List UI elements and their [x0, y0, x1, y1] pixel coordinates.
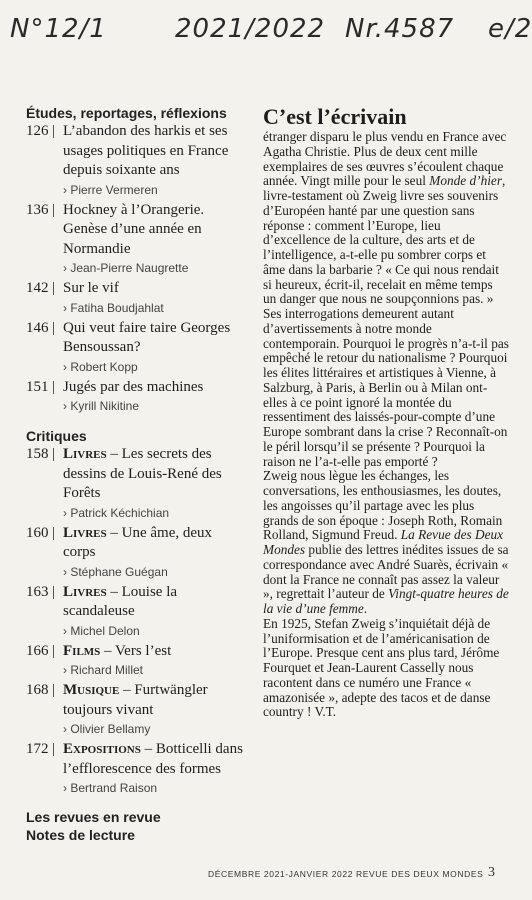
separator: |: [52, 583, 56, 600]
entry-title: – Une âme, deux corps: [63, 524, 213, 560]
entry-title: L’abandon des harkis et ses usages politiques en France depuis soixante ans: [63, 123, 229, 178]
entry-title: – Vers l’est: [100, 642, 172, 659]
toc-entry[interactable]: [26, 740, 246, 779]
stamp-years: 2021/2022: [175, 14, 326, 44]
entry-author: › Stéphane Guégan: [63, 564, 168, 579]
page-number: 163: [26, 583, 49, 600]
entry-title: – Furtwängler toujours vivant: [63, 682, 208, 718]
toc-entry[interactable]: [26, 445, 246, 504]
separator: |: [52, 741, 56, 757]
toc-entry[interactable]: [26, 583, 246, 622]
paragraph: Zweig nous lègue les échanges, les conversations, les enthousiasmes, les doutes, les angoisses qu’il partage avec les plus grands de son époque : Joseph Roth, Romain Rolland, Sigmund Freud. La Revue des Deux Mondes publie des lettres inédites issues de sa correspondance avec André Suarès, écrivain « dont la France ne connaît pas assez la valeur », regrettait l’auteur de Vingt-quatre heures de la vie d’une femme.: [263, 468, 509, 616]
separator: |: [52, 123, 56, 139]
entry-category: Musique: [63, 682, 120, 698]
heading-notes-de-lecture[interactable]: Notes de lecture: [26, 827, 135, 843]
entry-title: – Les secrets des dessins de Louis-René des Forêts: [63, 446, 222, 501]
entry-title: Qui veut faire taire Georges Bensoussan?: [63, 319, 231, 355]
entry-category: Livres: [63, 524, 107, 541]
separator: |: [52, 378, 56, 395]
entry-author: › Robert Kopp: [63, 359, 138, 374]
separator: |: [52, 201, 56, 218]
toc-entry[interactable]: [26, 201, 246, 260]
toc-entry[interactable]: [26, 642, 246, 662]
paragraph: En 1925, Stefan Zweig s’inquiétait déjà de l’uniformisation et de l’américanisation de l’Europe. Presque cent ans plus tard, Jérôme Fourquet et Jean-Laurent Casselly nous racontent dans ce numéro une France « amazonisée », adepte des tacos et de danse country ! V.T.: [263, 615, 500, 720]
toc-entry[interactable]: [26, 319, 246, 358]
entry-title: – Botticelli dans l’efflorescence des formes: [63, 741, 243, 777]
entry-author: › Michel Delon: [63, 623, 140, 638]
entry-author: › Kyrill Nikitine: [63, 399, 140, 413]
footer-issue: DÉCEMBRE 2021-JANVIER 2022 REVUE DES DEUX MONDES: [208, 869, 484, 879]
article-body: [263, 130, 509, 720]
stamp-part: e/2: [488, 14, 532, 44]
entry-title: – Louise la scandaleuse: [63, 583, 178, 619]
page-number: 151: [26, 378, 49, 395]
page-number: 172: [26, 741, 49, 757]
heading-revues-en-revue[interactable]: Les revues en revue: [26, 809, 161, 825]
section-heading-etudes: Études, reportages, réflexions: [26, 105, 227, 121]
page-number-footer: 3: [488, 865, 495, 880]
toc-entry[interactable]: [26, 279, 246, 299]
toc-entry[interactable]: [26, 524, 246, 563]
separator: |: [52, 280, 56, 296]
entry-author: › Fatiha Boudjahlat: [63, 300, 164, 315]
page-number: 126: [26, 123, 49, 139]
separator: |: [52, 524, 56, 541]
entry-author: › Jean-Pierre Naugrette: [63, 261, 189, 275]
entry-author: › Bertrand Raison: [63, 781, 158, 795]
entry-author: › Richard Millet: [63, 663, 144, 677]
separator: |: [52, 319, 56, 336]
entry-author: › Olivier Bellamy: [63, 722, 151, 736]
toc-entry[interactable]: [26, 378, 246, 398]
entry-category: Livres: [63, 583, 107, 600]
separator: |: [52, 642, 56, 659]
page-footer: [208, 865, 495, 880]
entry-title: Hockney à l’Orangerie. Genèse d’une année en Normandie: [63, 201, 205, 257]
page-number: 160: [26, 524, 49, 541]
toc-entry[interactable]: [26, 122, 246, 181]
toc-entry[interactable]: [26, 681, 246, 720]
separator: |: [52, 682, 56, 698]
entry-title: Sur le vif: [63, 280, 119, 296]
entry-title: Jugés par des machines: [63, 378, 204, 395]
entry-category: Livres: [63, 446, 107, 462]
page-number: 136: [26, 201, 49, 218]
stamp-number: Nr.4587: [345, 14, 455, 44]
table-of-contents: [26, 104, 246, 844]
paragraph: étranger disparu le plus vendu en France avec Agatha Christie. Plus de deux cent mille exemplaires de ses œuvres s’écoulent chaque année. Vingt mille pour le seul Monde d’hier, livre-testament où Zweig livre ses souvenirs d’Européen hanté par une question sans réponse : comment l’Europe, lieu d’excellence de la culture, des arts et de l’intelligence, a-t-elle pu sombrer corps et âme dans la barbarie ? « Ce qui nous rendait si heureux, écrit-il, recelait en même temps un danger que nous ne soupçonnions pas. » Ses interrogations demeurent autant d’avertissements à notre monde contemporain. Pourquoi le progrès n’a-t-il pas empêché le retour du nationalisme ? Pourquoi les élites littéraires et artistiques à Vienne, à Salzburg, à Paris, à Berlin ou à Milan ont-elles à ce point ignoré la montée du ressentiment des laissés-pour-compte d’une Europe sombrant dans la crise ? Reconnaît-on le péril lorsqu’il se présente ? Pourquoi la raison ne l’a-t-elle pas emporté ?: [263, 129, 509, 469]
handwritten-archive-stamp: [10, 14, 532, 54]
page-number: 158: [26, 446, 49, 462]
entry-author: › Patrick Kéchichian: [63, 505, 170, 520]
separator: |: [52, 446, 56, 462]
page-number: 142: [26, 280, 49, 296]
stamp-issue: N°12/1: [10, 14, 107, 44]
page-number: 168: [26, 682, 49, 698]
entry-category: Films: [63, 642, 101, 659]
entry-author: › Pierre Vermeren: [63, 182, 158, 197]
article-title: C’est l’écrivain: [263, 104, 407, 129]
entry-category: Expositions: [63, 741, 141, 757]
page-number: 146: [26, 319, 49, 336]
section-heading-critiques: Critiques: [26, 428, 87, 444]
editorial-article: [263, 104, 509, 720]
page-number: 166: [26, 642, 49, 659]
